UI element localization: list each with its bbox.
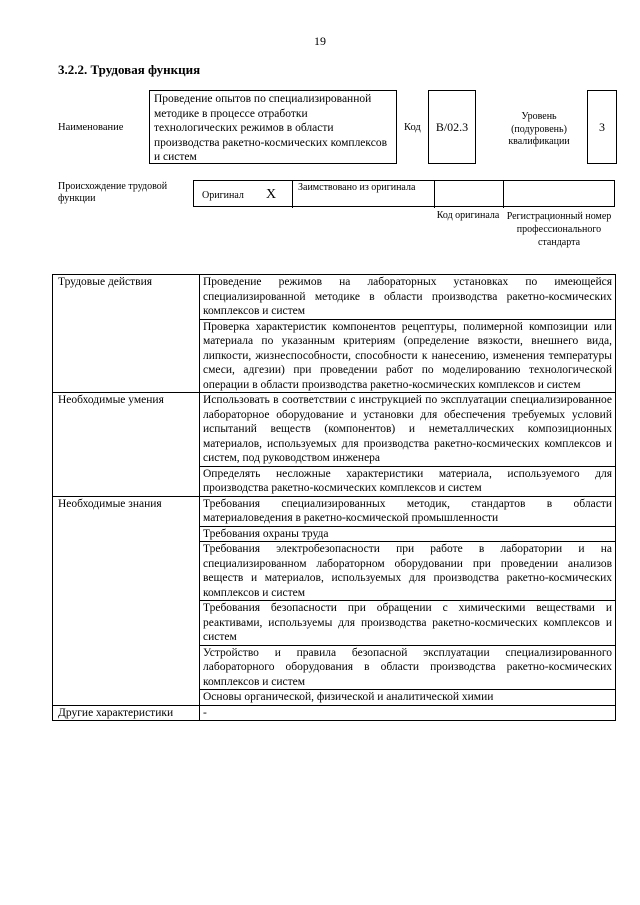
- borrowed-label: Заимствовано из оригинала: [298, 182, 416, 193]
- name-label: Наименование: [58, 122, 124, 133]
- origin-row: [193, 180, 615, 207]
- table-cell: Устройство и правила безопасной эксплуатации специализированного лабораторного оборудования в области производства ракетно-космических комплексов и систем: [200, 645, 616, 690]
- row-header-actions: Трудовые действия: [53, 275, 200, 393]
- level-value-box: [587, 90, 617, 164]
- table-cell: Требования электробезопасности при работе в лаборатории и на специализированном лабораторном оборудовании при проведении анализов веществ и материалов, используемых для производства ракетно-космических комплексов и систем: [200, 542, 616, 601]
- origin-code-cell: [435, 181, 504, 208]
- row-header-knowledge: Необходимые знания: [53, 496, 200, 705]
- row-header-skills: Необходимые умения: [53, 393, 200, 497]
- section-title: 3.2.2. Трудовая функция: [58, 62, 201, 77]
- origin-reg-caption: Регистрационный номер профессионального стандарта: [506, 211, 612, 248]
- code-value-box: [428, 90, 476, 164]
- table-cell: Требования безопасности при обращении с химическими веществами и реактивами, используемы для производства ракетно-космических комплексов и систем: [200, 601, 616, 646]
- table-cell: Проведение режимов на лабораторных установках по имеющейся специализированной методике в области производства ракетно-космических комплексов и систем: [200, 275, 616, 320]
- code-label: Код: [404, 122, 421, 133]
- table-row: [53, 393, 616, 467]
- table-cell: Определять несложные характеристики материала, используемого для производства ракетно-космических комплексов и систем: [200, 466, 616, 496]
- row-header-other: Другие характеристики: [53, 705, 200, 721]
- original-label: Оригинал: [202, 190, 244, 201]
- origin-reg-cell: [504, 181, 614, 208]
- table-cell: Требования охраны труда: [200, 526, 616, 542]
- table-row: [53, 496, 616, 526]
- table-cell: -: [200, 705, 616, 721]
- level-value: 3: [599, 119, 605, 134]
- table-cell: Проверка характеристик компонентов рецептуры, полимерной композиции или материала по указанным критериям (определение вязкости, внешнего вида, липкости, жизнеспособности, способности к нанесению, изменения температуры смеси, адгезии) при проведении работ по моделированию технологической операции в области производства ракетно-космических комплексов и систем: [200, 319, 616, 393]
- level-label: Уровень (подуровень) квалификации: [508, 111, 570, 147]
- origin-label: Происхождение трудовой функции: [58, 181, 168, 204]
- table-row: [53, 275, 616, 320]
- table-row: [53, 705, 616, 721]
- function-name-box: Проведение опытов по специализированной методике в процессе отработки технологических режимов в области производства ракетно-космических комплексов и систем: [149, 90, 397, 164]
- original-mark: X: [266, 187, 277, 202]
- table-cell: Основы органической, физической и аналитической химии: [200, 690, 616, 706]
- code-value: В/02.3: [435, 119, 469, 134]
- function-table: [52, 274, 616, 721]
- table-cell: Требования специализированных методик, стандартов в области материаловедения в ракетно-космической промышленности: [200, 496, 616, 526]
- origin-borrowed-cell: [293, 181, 435, 208]
- origin-original-cell: [194, 181, 293, 208]
- origin-code-caption: Код оригинала: [436, 210, 500, 221]
- table-cell: Использовать в соответствии с инструкцией по эксплуатации специализированное лабораторное оборудование и установки для обеспечения требуемых условий испытаний веществ (компонентов) и неметаллических композиционных материалов, используемых для производства ракетно-космических комплексов и систем, под руководством инженера: [200, 393, 616, 467]
- page-number: 19: [314, 34, 326, 48]
